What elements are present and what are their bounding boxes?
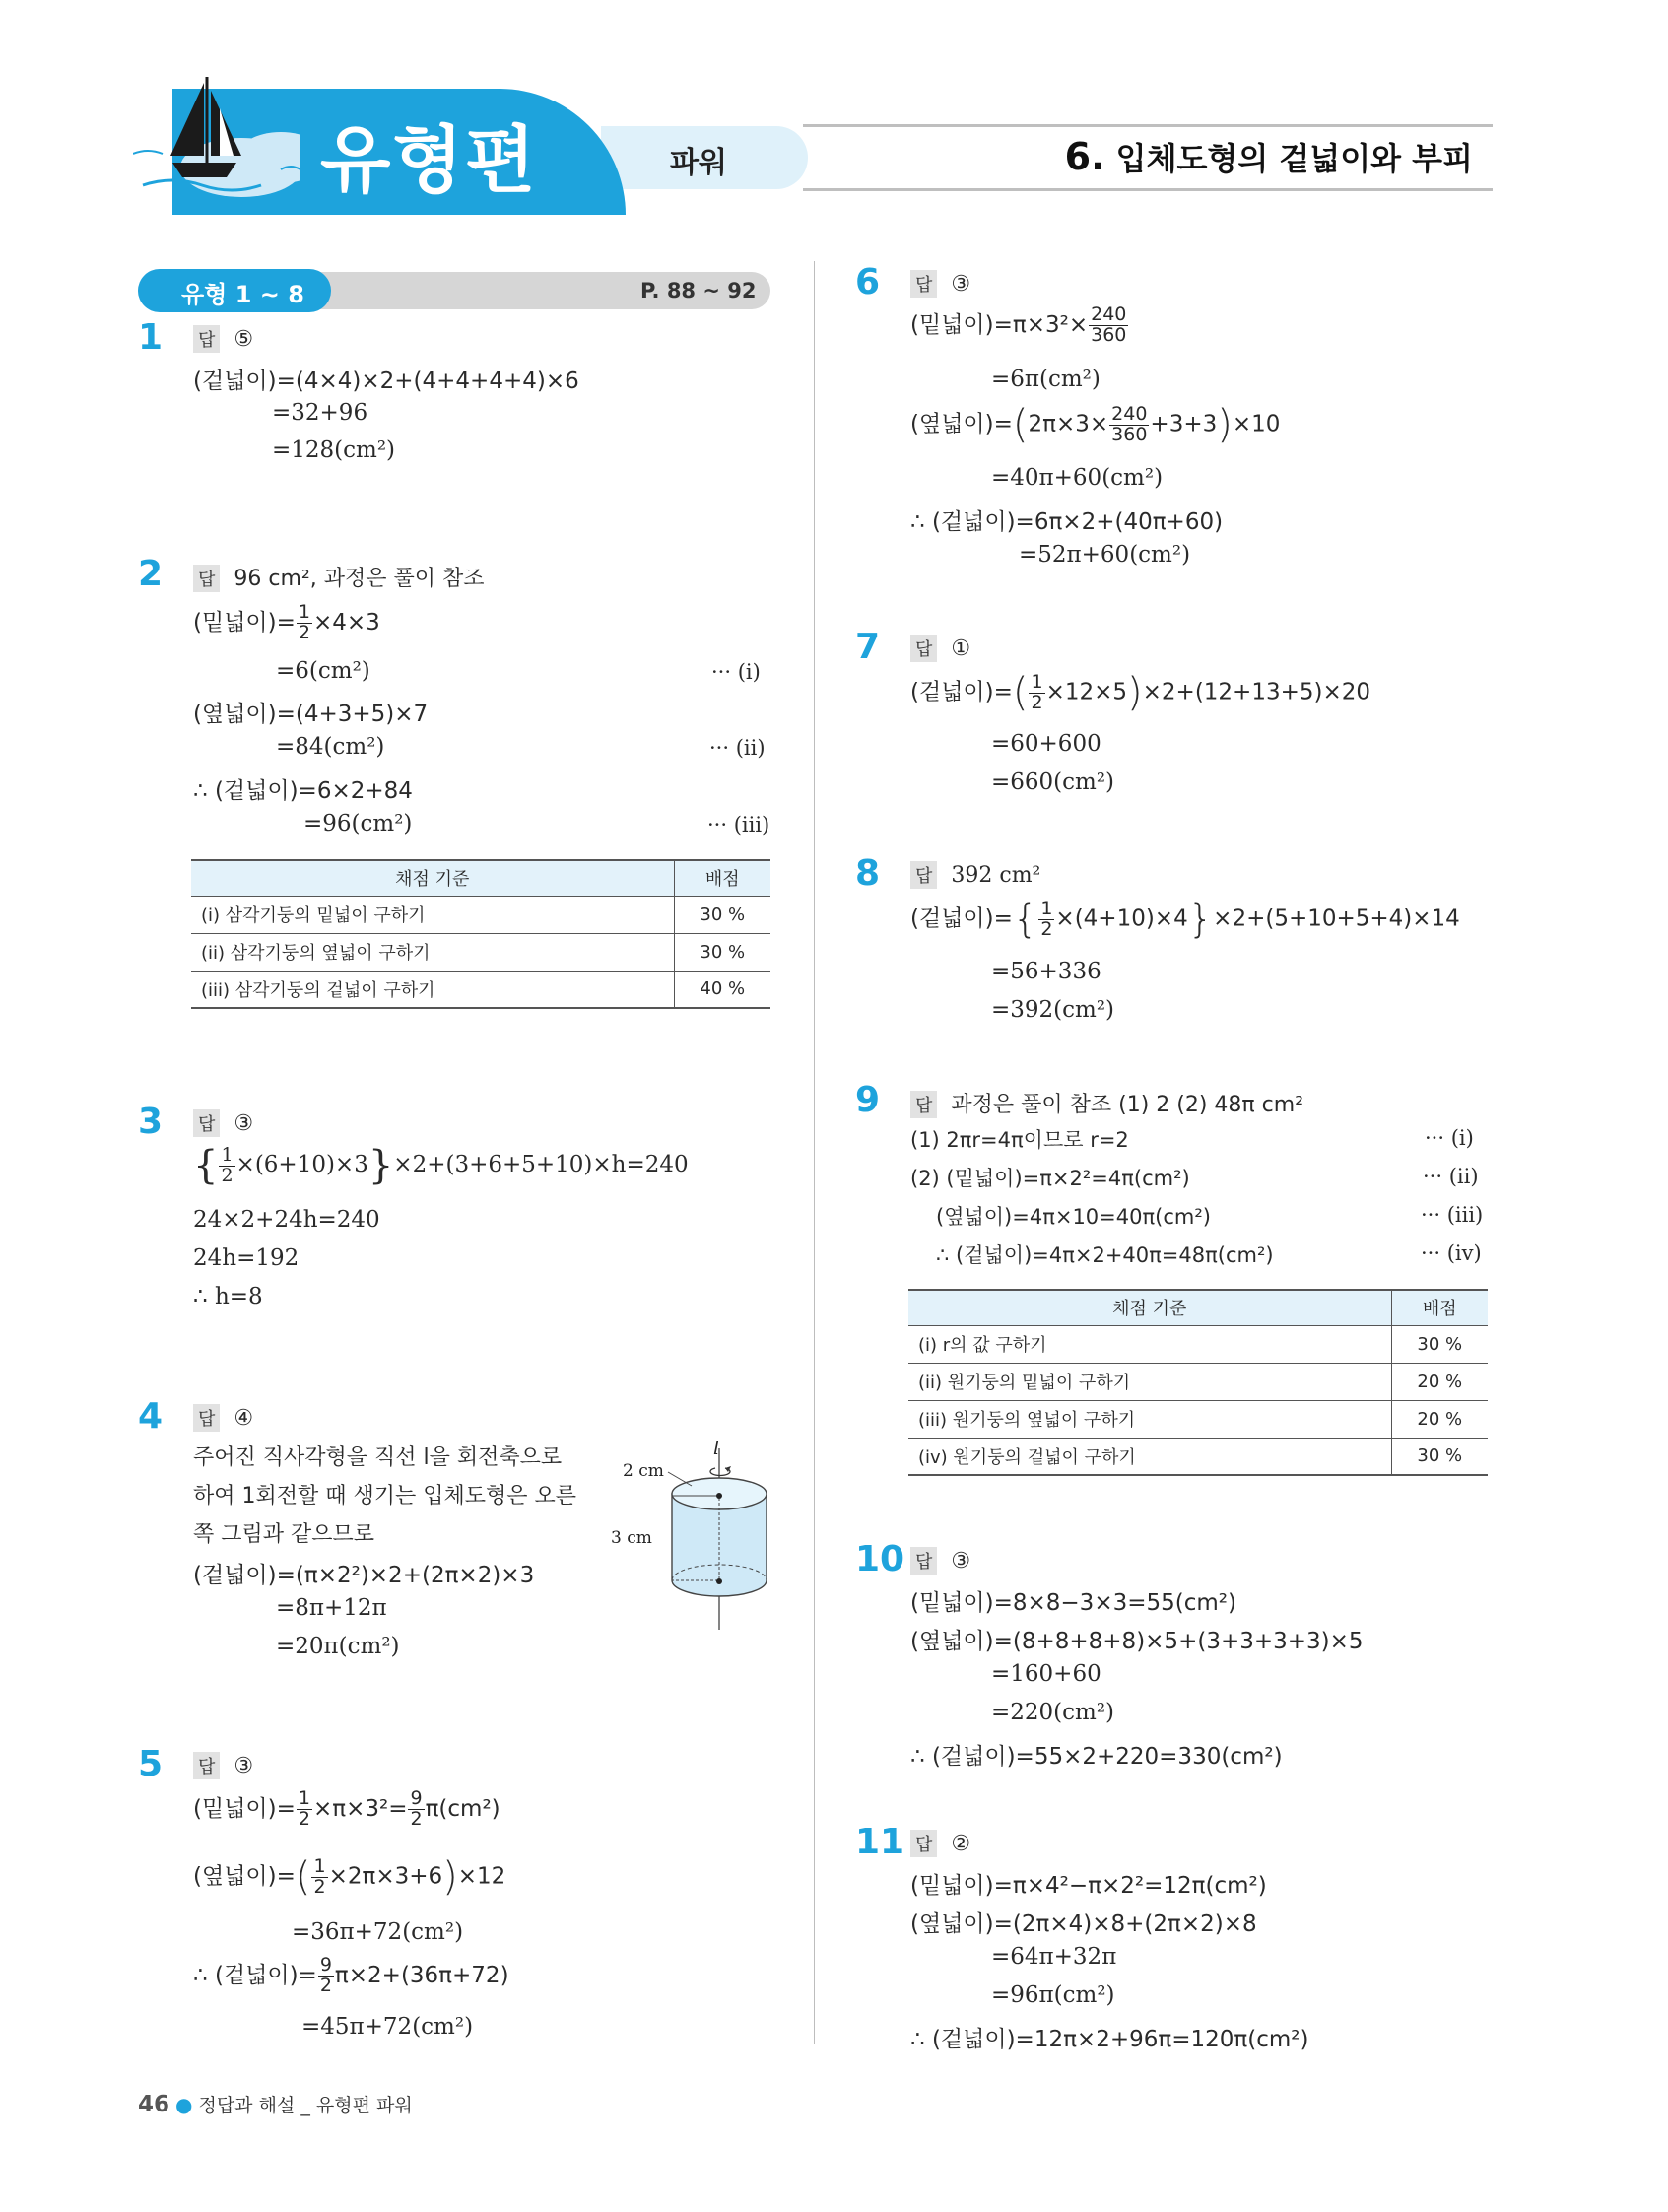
answer-tag: 답 <box>910 1091 937 1118</box>
table-row: (i) 삼각기둥의 밑넓이 구하기 30 % <box>191 896 770 933</box>
solution-line: =660(cm²) <box>991 770 1115 795</box>
answer-tag: 답 <box>193 1752 220 1779</box>
solution-line: (겉넓이)={ $\frac{1}{2}$ ×(4+10)×4}×2+(5+10+5+4)×14 <box>910 897 1460 942</box>
solution-line: =84(cm²) <box>276 734 385 760</box>
problem-number: 8 <box>855 853 881 894</box>
solution-line: (밑넓이)= $\frac{1}{2}$ ×4×3 <box>193 601 380 643</box>
axis-label: l <box>713 1441 720 1459</box>
answer-line <box>193 1404 253 1432</box>
answer-line <box>193 1752 253 1779</box>
fraction: $\frac{1}{2}$ <box>298 1787 310 1830</box>
solution-line: =52π+60(cm²) <box>1019 542 1191 568</box>
solution-line: (2) (밑넓이)=π×2²=4π(cm²) <box>910 1167 1190 1190</box>
solution-line: (겉넓이)=(π×2²)×2+(2π×2)×3 <box>193 1563 535 1588</box>
fraction: $\frac{9}{2}$ <box>410 1787 423 1830</box>
problem-number: 6 <box>855 262 881 302</box>
explanation-text: 주어진 직사각형을 직선 l을 회전축으로 <box>193 1445 563 1470</box>
answer-tag: 답 <box>193 325 220 353</box>
solution-line: =8π+12π <box>276 1595 387 1621</box>
answer-tag: 답 <box>910 861 937 889</box>
grading-table <box>191 859 770 1009</box>
answer-line <box>193 562 484 592</box>
chapter-title: 입체도형의 겉넓이와 부피 <box>1115 140 1473 177</box>
answer-value: ③ <box>234 1111 254 1136</box>
step-marker: ··· (iv) <box>1421 1241 1482 1265</box>
answer-value: 392 cm² <box>951 863 1041 888</box>
solution-line: 24×2+24h=240 <box>193 1207 380 1233</box>
solution-line: ∴ (겉넓이)=6×2+84 <box>193 778 413 804</box>
solution-line: ∴ (겉넓이)=4π×2+40π=48π(cm²) <box>936 1243 1274 1267</box>
problem-number: 9 <box>855 1080 881 1120</box>
fraction: $\frac{1}{2}$ <box>298 601 310 643</box>
answer-value: ④ <box>234 1406 254 1431</box>
problem-number: 7 <box>855 627 881 667</box>
header-subtitle: 파워 <box>670 146 727 180</box>
step-marker: ··· (i) <box>1425 1126 1474 1150</box>
answer-tag: 답 <box>193 1109 220 1137</box>
solution-line: =56+336 <box>991 959 1101 984</box>
fraction: $\frac{1}{2}$ <box>221 1143 234 1186</box>
answer-line <box>910 270 970 298</box>
answer-tag: 답 <box>193 1404 220 1432</box>
grading-table <box>908 1289 1488 1476</box>
solution-line: (옆넓이)=( $\frac{1}{2}$ ×2π×3+6)×12 <box>193 1854 506 1900</box>
fraction: $\frac{1}{2}$ <box>313 1854 326 1898</box>
answer-value: ⑤ <box>234 327 254 352</box>
solution-line: (옆넓이)=(4+3+5)×7 <box>193 702 429 727</box>
step-marker: ··· (ii) <box>1423 1165 1479 1188</box>
column-divider <box>814 261 815 2044</box>
solution-line: =6(cm²) <box>276 658 370 684</box>
answer-tag: 답 <box>910 1547 937 1575</box>
answer-value: ② <box>951 1832 971 1856</box>
solution-line: (옆넓이)=(2π×4)×8+(2π×2)×8 <box>910 1911 1257 1937</box>
header-rule-bottom <box>803 188 1493 191</box>
solution-line: (옆넓이)=(2π×3× $\frac{240}{360}$ +3+3)×10 <box>910 402 1281 447</box>
answer-line <box>193 1109 253 1137</box>
footer <box>138 2091 413 2117</box>
solution-line: (겉넓이)=(4×4)×2+(4+4+4+4)×6 <box>193 369 579 394</box>
answer-line <box>910 635 970 662</box>
chapter-heading <box>1065 134 1473 179</box>
answer-value: ③ <box>234 1754 254 1778</box>
answer-value: ① <box>951 637 971 661</box>
solution-line: =32+96 <box>272 400 368 426</box>
answer-value: 과정은 풀이 참조 (1) 2 (2) 48π cm² <box>951 1093 1304 1117</box>
solution-line: =96(cm²) <box>303 811 413 837</box>
fraction: $\frac{1}{2}$ <box>1031 670 1043 713</box>
solution-line: (밑넓이)=π×4²−π×2²=12π(cm²) <box>910 1873 1267 1899</box>
answer-tag: 답 <box>910 1830 937 1857</box>
fraction: $\frac{240}{360}$ <box>1091 303 1127 346</box>
fraction: $\frac{240}{360}$ <box>1111 402 1148 445</box>
bullet-icon: ● <box>175 2093 193 2116</box>
grading-header: 채점 기준 <box>908 1290 1391 1325</box>
table-row: (iv) 원기둥의 겉넓이 구하기 30 % <box>908 1438 1488 1475</box>
solution-line: =60+600 <box>991 731 1101 757</box>
solution-line: =45π+72(cm²) <box>301 2014 474 2040</box>
header-rule-top <box>803 124 1493 127</box>
answer-tag: 답 <box>910 270 937 298</box>
solution-line: =392(cm²) <box>991 997 1115 1023</box>
fraction: $\frac{1}{2}$ <box>1040 897 1053 940</box>
answer-value: ③ <box>951 272 971 297</box>
step-marker: ··· (iii) <box>1421 1203 1484 1227</box>
solution-line: (밑넓이)=8×8−3×3=55(cm²) <box>910 1590 1236 1616</box>
solution-line: ∴ (겉넓이)= $\frac{9}{2}$ π×2+(36π+72) <box>193 1954 509 1996</box>
solution-line: (겉넓이)=( $\frac{1}{2}$ ×12×5)×2+(12+13+5)×20 <box>910 670 1371 715</box>
solution-line: (옆넓이)=4π×10=40π(cm²) <box>936 1205 1211 1229</box>
solution-line: =64π+32π <box>991 1944 1117 1970</box>
answer-tag: 답 <box>910 635 937 662</box>
header-title: 유형편 <box>320 118 538 203</box>
explanation-text: 하여 1회전할 때 생기는 입체도형은 오른 <box>193 1484 576 1508</box>
sailboat-icon <box>133 69 300 197</box>
solution-line: =40π+60(cm²) <box>991 465 1164 491</box>
solution-line: =96π(cm²) <box>991 1982 1115 2008</box>
problem-number: 10 <box>855 1539 905 1579</box>
grading-header: 배점 <box>1391 1290 1488 1325</box>
problem-number: 4 <box>138 1396 164 1437</box>
problem-number: 3 <box>138 1102 164 1142</box>
problem-number: 5 <box>138 1744 164 1784</box>
step-marker: ··· (i) <box>711 660 761 684</box>
step-marker: ··· (iii) <box>707 813 770 837</box>
problem-number: 11 <box>855 1822 905 1862</box>
solution-line: 24h=192 <box>193 1245 300 1271</box>
answer-line <box>910 1830 970 1857</box>
answer-line <box>910 861 1040 889</box>
answer-value: ③ <box>951 1549 971 1574</box>
solution-line: =6π(cm²) <box>991 367 1101 392</box>
solution-line: (옆넓이)=(8+8+8+8)×5+(3+3+3+3)×5 <box>910 1629 1364 1654</box>
problem-number: 1 <box>138 317 164 358</box>
explanation-text: 쪽 그림과 같으므로 <box>193 1522 375 1547</box>
grading-header: 배점 <box>674 860 770 896</box>
chapter-number: 6. <box>1064 135 1105 178</box>
solution-line: ∴ h=8 <box>193 1284 263 1309</box>
answer-line <box>193 325 253 353</box>
grading-header: 채점 기준 <box>191 860 674 896</box>
section-page-range: P. 88 ~ 92 <box>640 279 757 302</box>
fraction: $\frac{9}{2}$ <box>319 1954 332 1996</box>
answer-line <box>910 1088 1303 1118</box>
solution-line: =128(cm²) <box>272 437 396 463</box>
answer-tag: 답 <box>193 565 220 592</box>
height-label: 3 cm <box>611 1528 652 1548</box>
solution-line: =220(cm²) <box>991 1700 1115 1725</box>
table-row: (ii) 삼각기둥의 옆넓이 구하기 30 % <box>191 933 770 971</box>
table-row: (ii) 원기둥의 밑넓이 구하기 20 % <box>908 1363 1488 1400</box>
solution-line: (밑넓이)=π×3²× $\frac{240}{360}$ <box>910 303 1127 346</box>
solution-line: ∴ (겉넓이)=6π×2+(40π+60) <box>910 509 1224 535</box>
solution-line: =20π(cm²) <box>276 1634 400 1659</box>
step-marker: ··· (ii) <box>709 736 766 760</box>
answer-value: 96 cm², 과정은 풀이 참조 <box>234 567 485 591</box>
cylinder-figure <box>611 1441 783 1633</box>
solution-line: ∴ (겉넓이)=55×2+220=330(cm²) <box>910 1744 1283 1770</box>
table-row: (i) r의 값 구하기 30 % <box>908 1325 1488 1363</box>
problem-number: 2 <box>138 554 164 594</box>
table-row: (iii) 삼각기둥의 겉넓이 구하기 40 % <box>191 971 770 1008</box>
page-number: 46 <box>138 2092 170 2117</box>
solution-line: { $\frac{1}{2}$ ×(6+10)×3}×2+(3+6+5+10)×h=240 <box>193 1143 689 1188</box>
solution-line: =36π+72(cm²) <box>292 1919 464 1945</box>
solution-line: (1) 2πr=4π이므로 r=2 <box>910 1128 1129 1152</box>
solution-line: ∴ (겉넓이)=12π×2+96π=120π(cm²) <box>910 2027 1309 2052</box>
answer-line <box>910 1547 970 1575</box>
radius-label: 2 cm <box>623 1461 664 1481</box>
solution-line: =160+60 <box>991 1661 1101 1687</box>
section-label: 유형 1 ~ 8 <box>138 269 331 312</box>
footer-text: 정답과 해설 _ 유형편 파워 <box>198 2095 413 2116</box>
table-row: (iii) 원기둥의 옆넓이 구하기 20 % <box>908 1400 1488 1438</box>
solution-line: (밑넓이)= $\frac{1}{2}$ ×π×3²= $\frac{9}{2}$ π(cm²) <box>193 1787 500 1830</box>
